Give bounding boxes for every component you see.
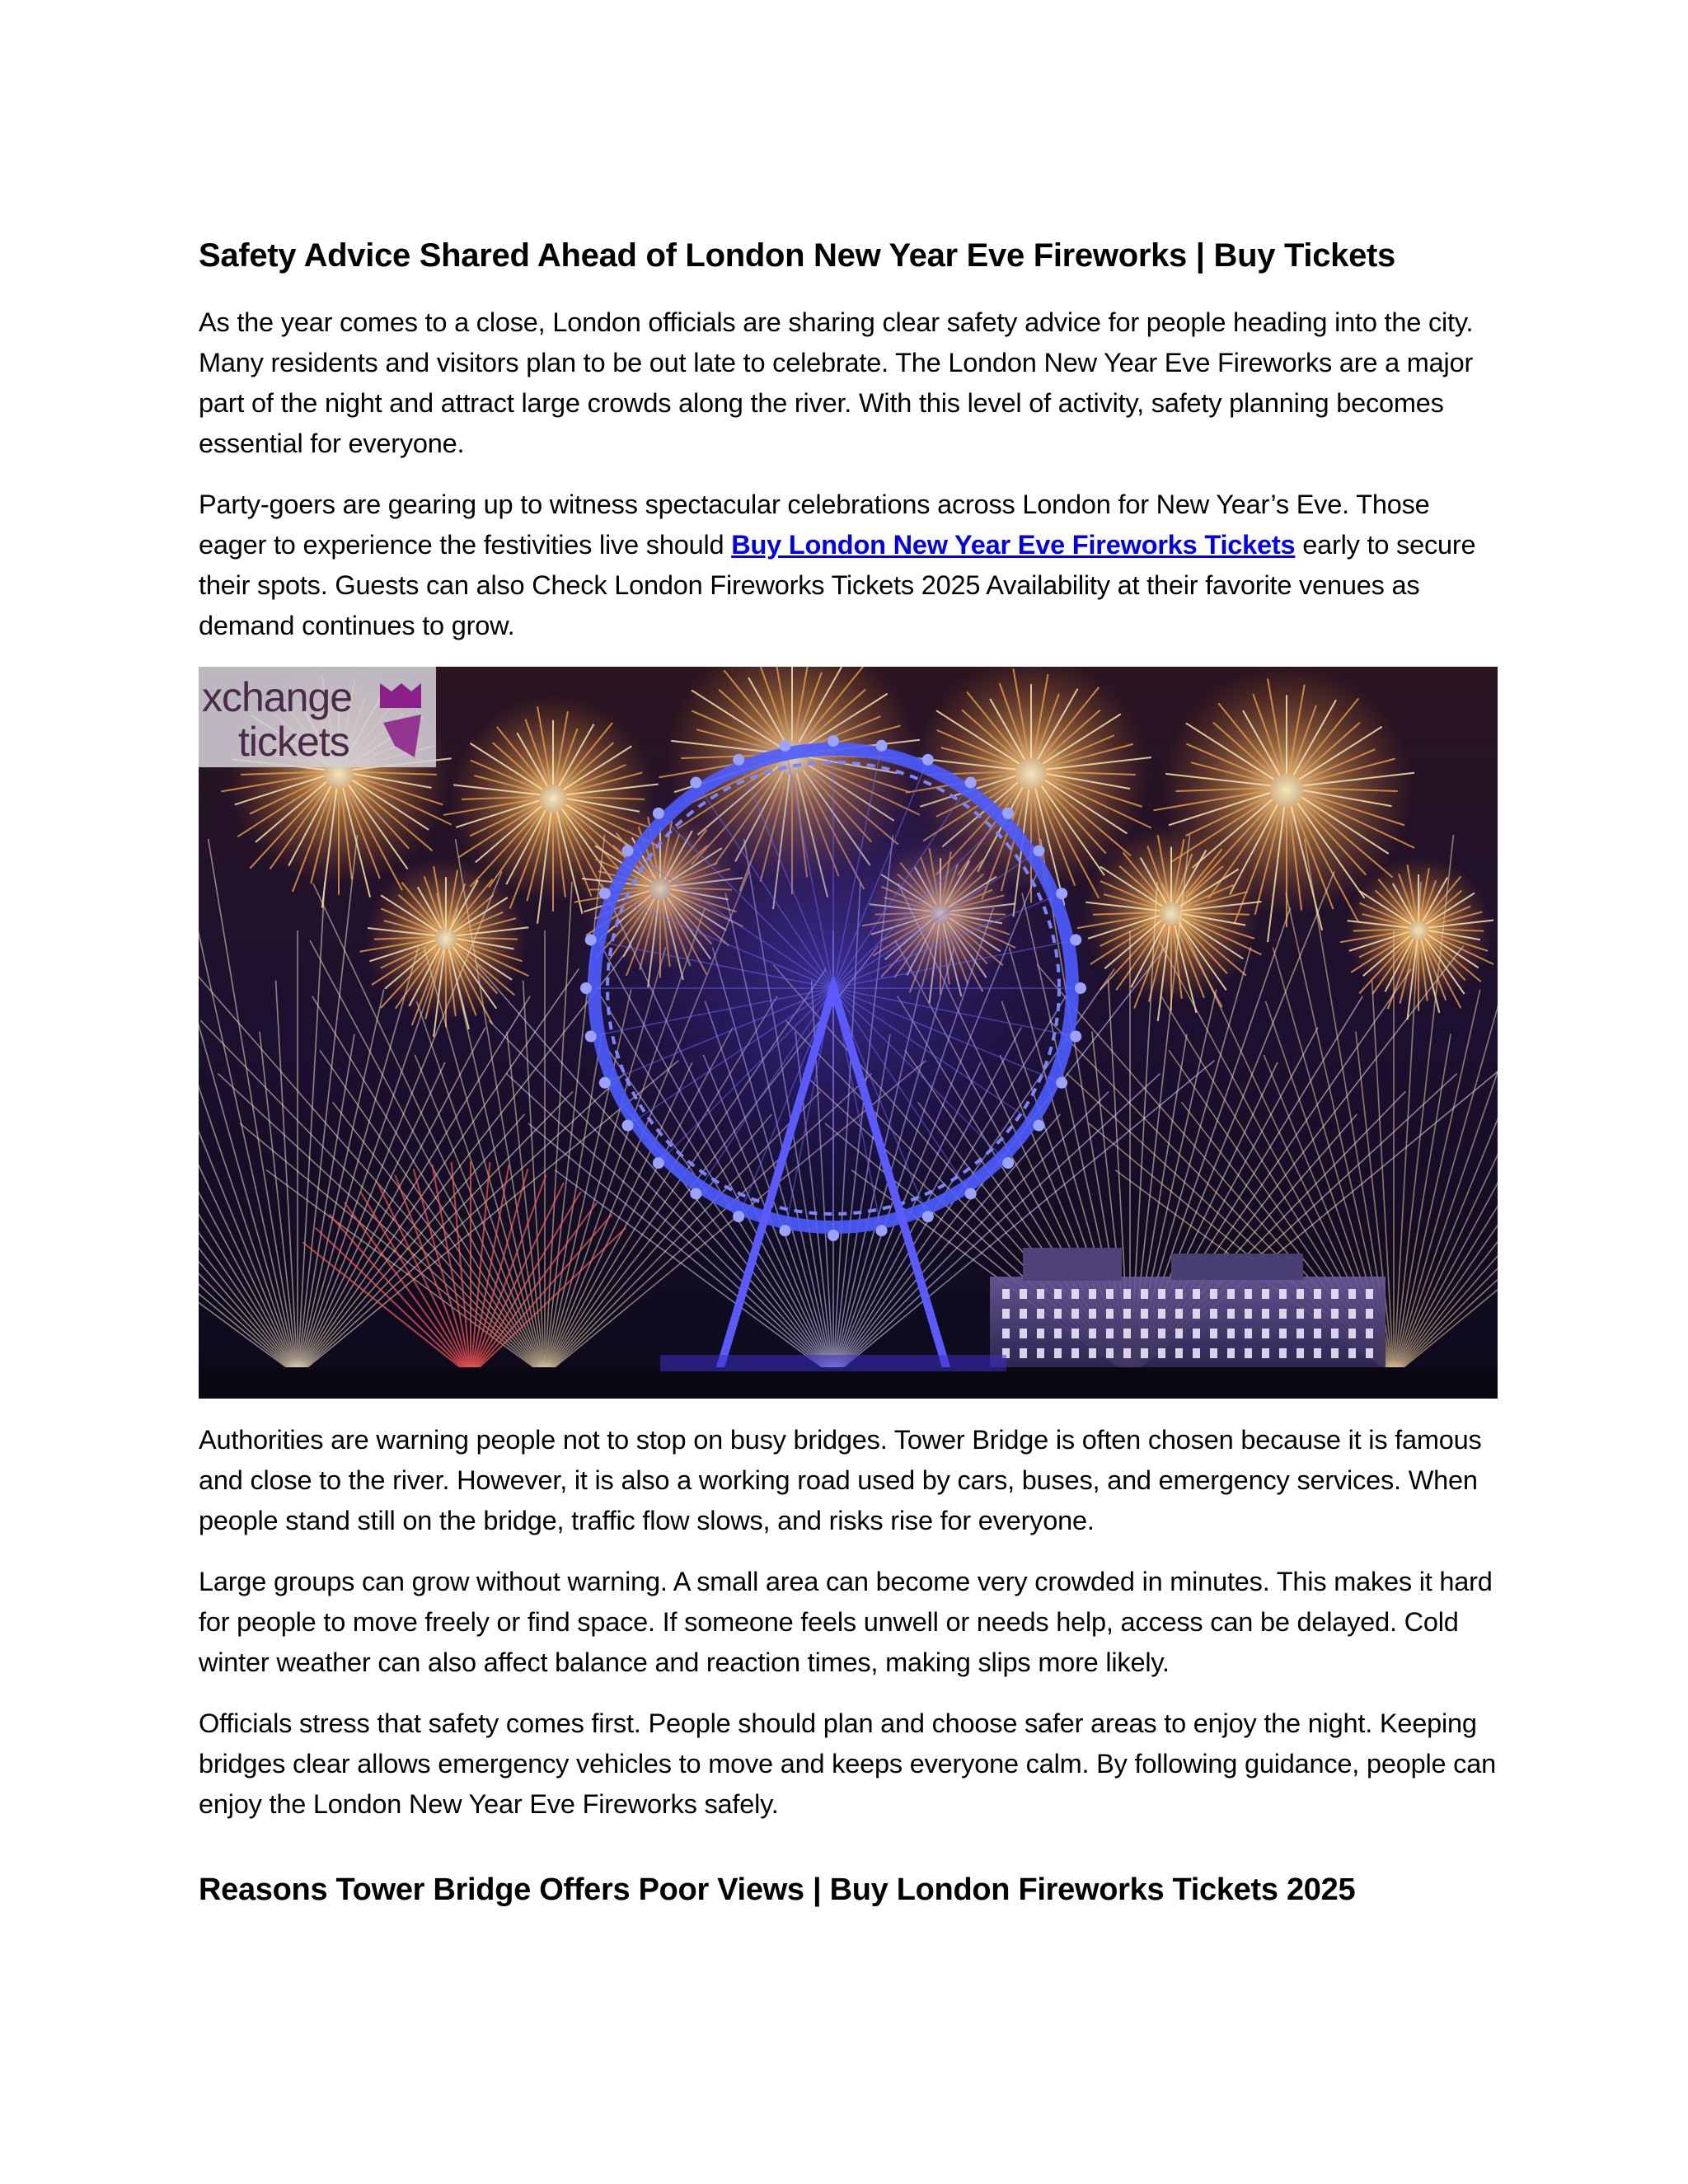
fireworks-illustration [199, 667, 1498, 1399]
article [199, 227, 1498, 1919]
paragraph-intro: As the year comes to a close, London officials are sharing clear safety advice for people heading into the city. Many residents and visitors plan to be out late to celebrate. The London New Year Eve Fireworks are a major part of the night and attract large crowds along the river. With this level of activity, safety planning becomes essential for everyone. [199, 307, 1474, 458]
xchange-tickets-logo [199, 667, 436, 767]
paragraph-tickets [199, 485, 1498, 646]
paragraph-tickets-text-after: early to secure their spots. Guests can also Check London Fireworks Tickets 2025 Availability at their favorite venues as demand continues to grow. [199, 530, 1476, 640]
buy-tickets-link[interactable]: Buy London New Year Eve Fireworks Tickets [731, 530, 1296, 560]
article-title: Safety Advice Shared Ahead of London New Year Eve Fireworks | Buy Tickets [199, 237, 1396, 274]
paragraph-safety: Officials stress that safety comes first. People should plan and choose safer areas to enjoy the night. Keeping bridges clear allows emergency vehicles to move and keeps everyone calm. By following guidance, people can enjoy the London New Year Eve Fireworks safely. [199, 1708, 1496, 1819]
paragraph-bridges: Authorities are warning people not to stop on busy bridges. Tower Bridge is often chosen because it is famous and close to the river. However, it is also a working road used by cars, buses, and emergency services. When people stand still on the bridge, traffic flow slows, and risks rise for everyone. [199, 1425, 1482, 1535]
paragraph-crowds: Large groups can grow without warning. A small area can become very crowded in minutes. This makes it hard for people to move freely or find space. If someone feels unwell or needs help, access can be delayed. Cold winter weather can also affect balance and reaction times, making slips more likely. [199, 1567, 1493, 1677]
paragraph-tickets-text-before: Party-goers are gearing up to witness spectacular celebrations across London for New Year’s Eve. Those eager to experience the festivities live should [199, 490, 1430, 560]
section-heading: Reasons Tower Bridge Offers Poor Views | Buy London Fireworks Tickets 2025 [199, 1872, 1356, 1907]
svg-text:tickets: tickets [238, 719, 349, 765]
fireworks-photo [199, 667, 1498, 1399]
svg-text:xchange: xchange [202, 674, 353, 720]
